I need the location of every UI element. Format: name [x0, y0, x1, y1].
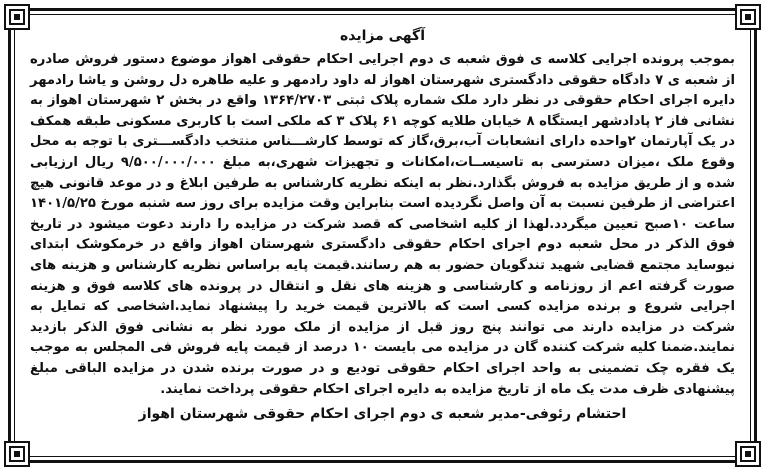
notice-signature: احتشام رئوفی-مدیر شعبه ی دوم اجرای احکام حقوقی شهرستان اهواز: [138, 406, 627, 423]
corner-ornament-icon: [735, 441, 761, 467]
corner-ornament-icon: [4, 4, 30, 30]
corner-ornament-icon: [735, 4, 761, 30]
notice-content: [30, 26, 735, 449]
notice-title: آگهی مزایده: [339, 28, 425, 44]
notice-body: بموجب پرونده اجرایی کلاسه ی فوق شعبه ی دوم اجرایی احکام حقوقی اهواز موضوع دستور فروش صادره از شعبه ی ۷ دادگاه حقوقی دادگستری شهرستان اهواز له داود رادمهر و علیه طاهره دل روشن و یاشا رادمهر دایره اجرای احکام حقوقی در نظر دارد ملک شماره پلاک ثبتی ۱۳۶۴/۲۷۰۳ واقع در بخش ۲ شهرستان اهواز به نشانی فاز ۲ پادادشهر ایستگاه ۸ خیابان طلایه کوچه ۶۱ پلاک ۳ که ملکی است با کاربری مسکونی طبقه همکف در یک آپارتمان ۲واحده دارای انشعابات آب،برق،گاز که توسط کارشـــناس منتخب دادگســـتری با توجه به محل وقوع ملک ،میزان دسترسی به تاسیســات،امکانات و تجهیزات شهری،به مبلغ ۹/۵۰۰/۰۰۰/۰۰۰ ریال ارزیابی شده و از طریق مزایده به فروش بگذارد.نظر به اینکه نظریه کارشناس به طرفین ابلاغ و در موعد قانونی هیچ اعتراضی از طرفین نسبت به آن واصل نگردیده است بنابراین وقت مزایده برای روز سه شنبه مورخ ۱۴۰۱/۵/۲۵ ساعت ۱۰صبح تعیین میگردد.لهذا از کلیه اشخاصی که قصد شرکت در مزایده را دارند دعوت میشود در تاریخ فوق الذکر در محل شعبه دوم اجرای احکام حقوقی دادگستری شهرستان اهواز واقع در خرمکوشک ابتدای نیوساید مجتمع قضایی شهید تندگویان حضور به هم رسانند.قیمت پایه براساس نظریه کارشناس و هزینه های صورت گرفته اعم از روزنامه و کارشناسی و هزینه های نقل و انتقال در پرونده های کلاسه فوق و هزینه اجرایی شروع و برنده مزایده کسی است که بالاترین قیمت خرید را پیشنهاد نماید.اشخاصی که تمایل به شرکت در مزایده دارند می توانند پنج روز قبل از مزایده از ملک مورد نظر به نشانی فوق الذکر بازدید نمایند.ضمنا کلیه شرکت کننده گان در مزایده می بایست ۱۰ درصد از قیمت پایه فروش فی المجلس به موجب یک فقره چک تضمینی به واحد اجرای احکام حقوقی تودیع و در صورت برنده شدن در مزایده الباقی مبلغ پیشنهادی ظرف مدت یک ماه از تاریخ مزایده به دایره اجرای احکام حقوقی پرداخت نمایند.: [30, 52, 735, 397]
notice-frame: [8, 8, 757, 463]
corner-ornament-icon: [4, 441, 30, 467]
